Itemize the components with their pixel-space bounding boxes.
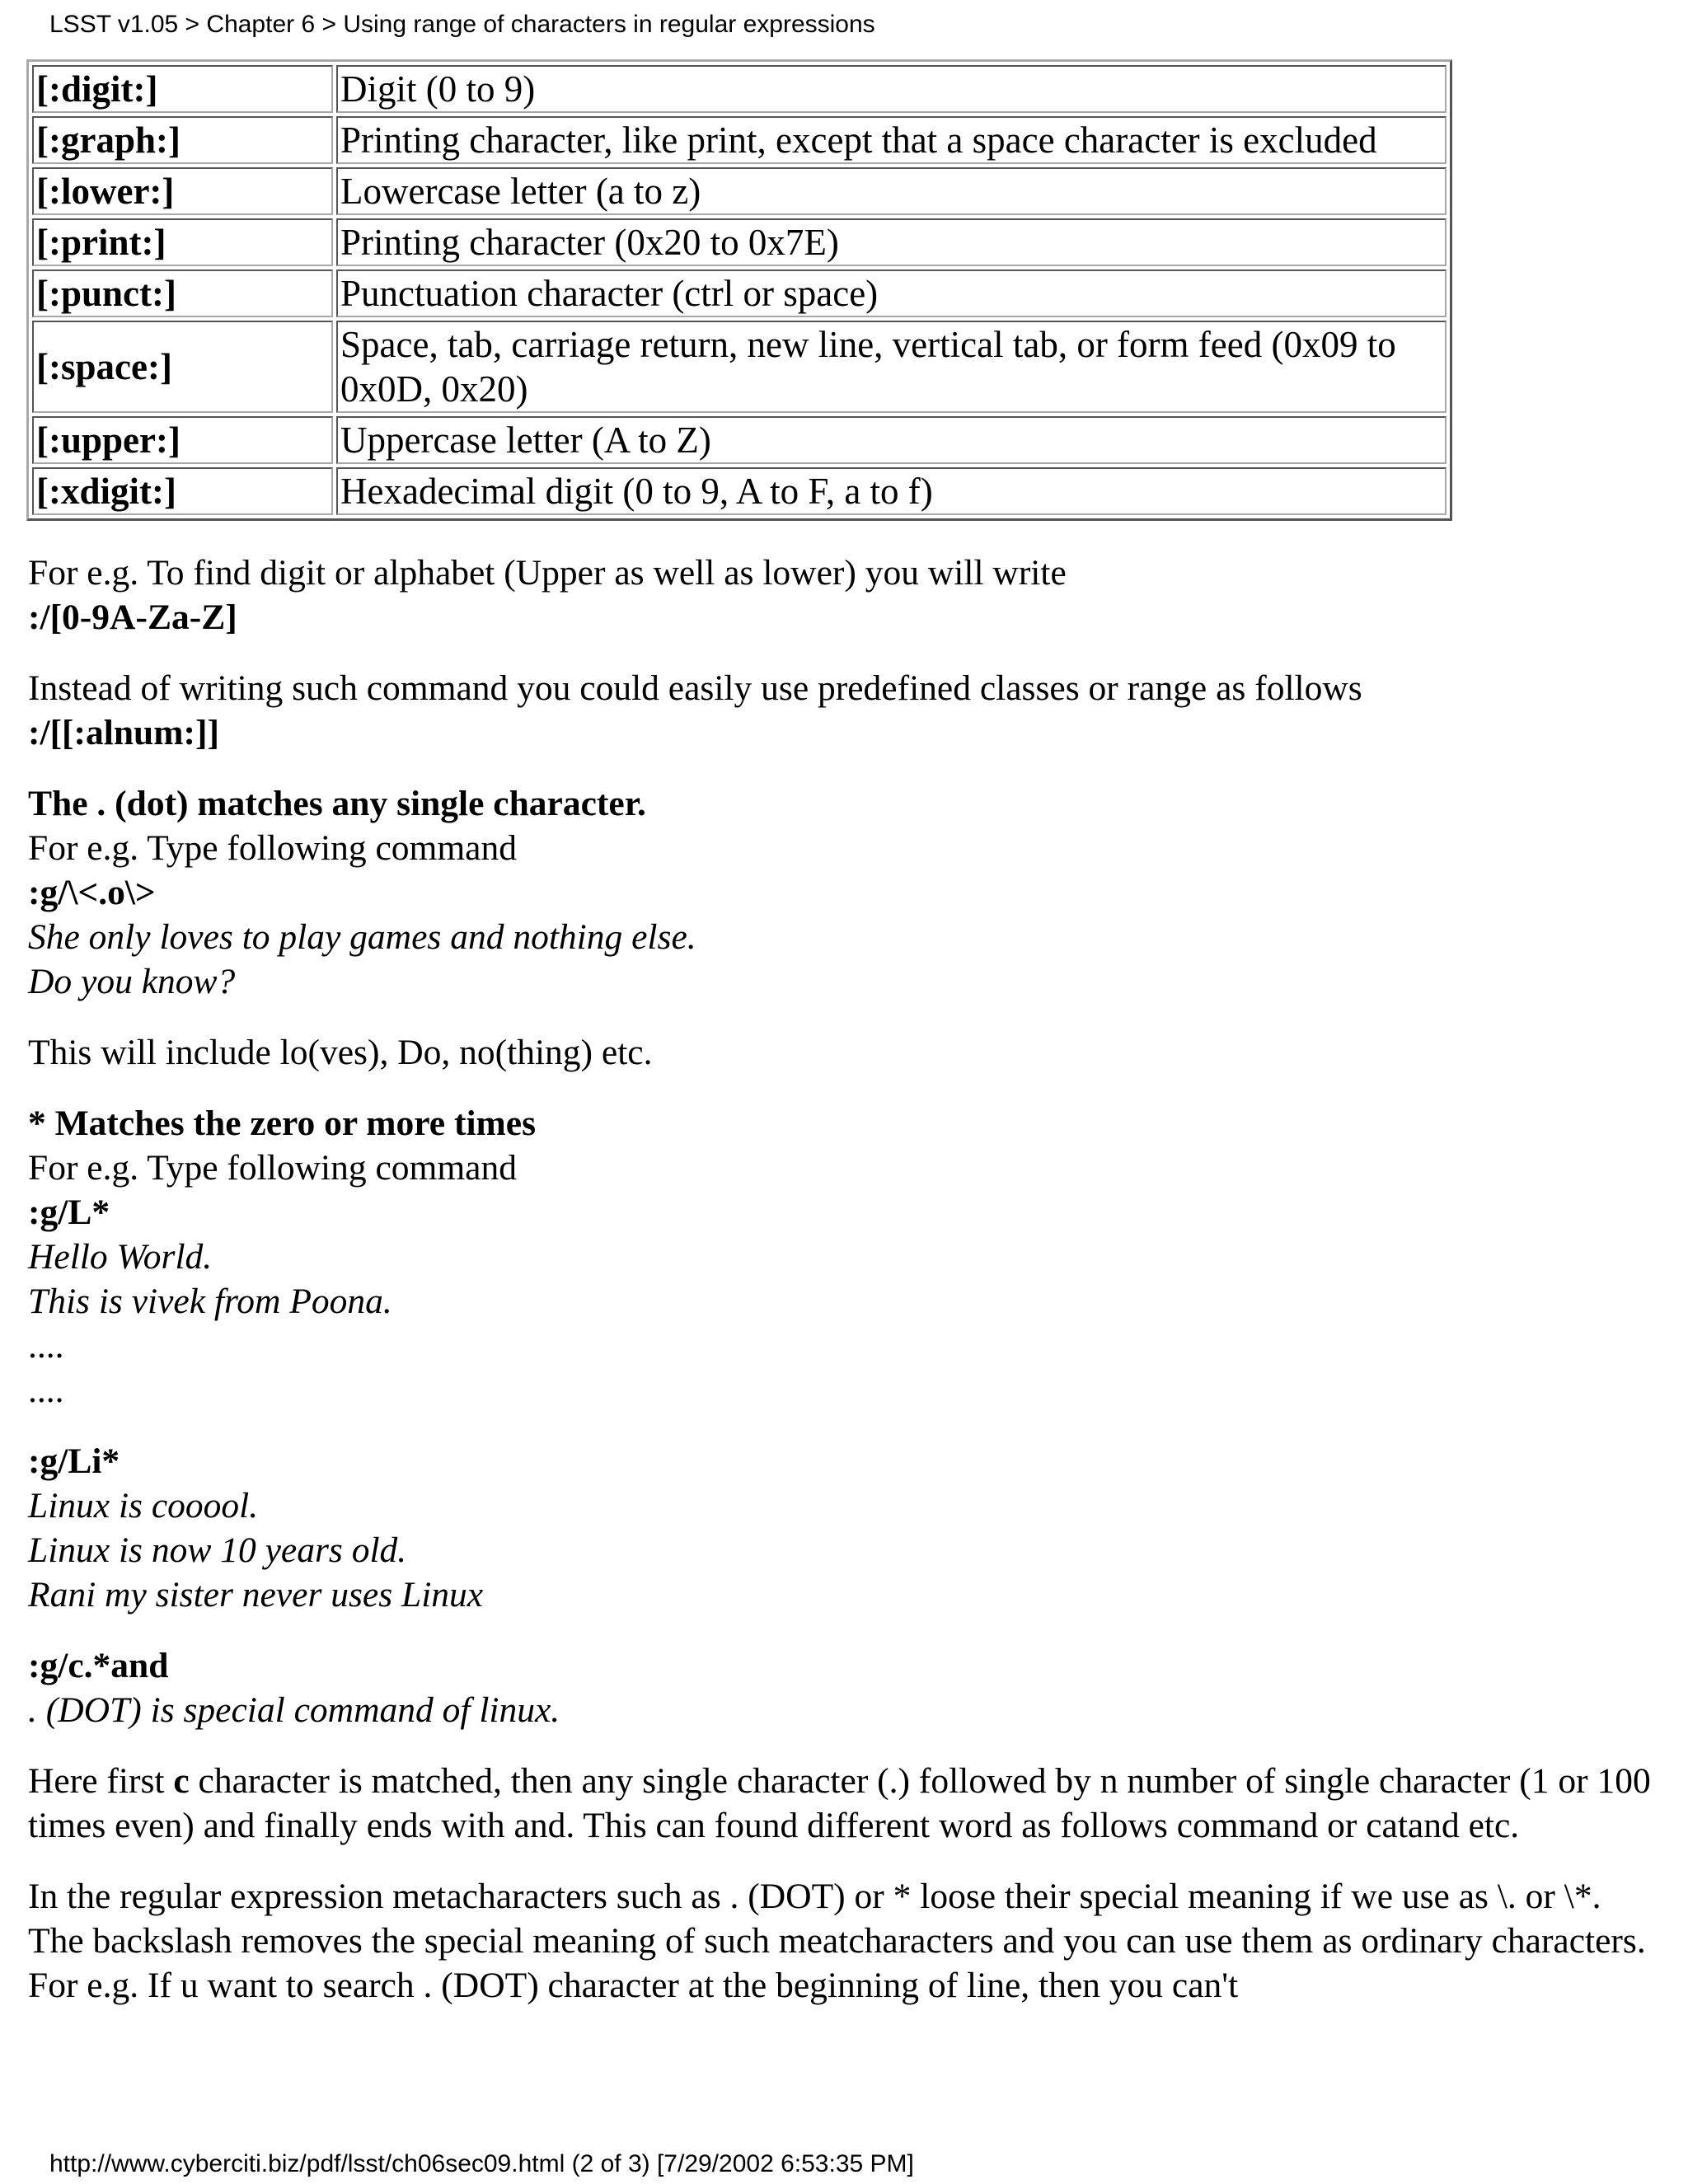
section-heading: The . (dot) matches any single character. <box>28 784 646 823</box>
ellipsis-line: .... <box>28 1326 64 1366</box>
example-output-line: This is vivek from Poona. <box>28 1282 392 1321</box>
paragraph-find-digit <box>28 551 1664 640</box>
section-cand-example <box>28 1643 1664 1732</box>
example-output-line: Linux is cooool. <box>28 1486 259 1526</box>
paragraph-explanation <box>28 1759 1664 1848</box>
table-row <box>32 116 1447 164</box>
document-content <box>28 59 1664 2034</box>
character-class-table <box>26 59 1452 521</box>
command-example: :g/c.*and <box>28 1646 169 1685</box>
paragraph-text: Here first <box>28 1761 174 1801</box>
paragraph-text: For e.g. Type following command <box>28 828 517 868</box>
paragraph-text: In the regular expression metacharacters such as . (DOT) or * loose their special meaning if we use as \. or \*. The backslash removes the special meaning of such meatcharacters and you can use them as ordinary characters. For e.g. If u want to search . (DOT) character at the beginning of line, then you can't <box>28 1877 1646 2005</box>
command-example: :g/Li* <box>28 1441 120 1481</box>
class-description-cell: Uppercase letter (A to Z) <box>336 416 1447 464</box>
class-description-cell: Printing character, like print, except that a space character is excluded <box>336 116 1447 164</box>
command-example: :g/\<.o\> <box>28 873 156 912</box>
ellipsis-line: .... <box>28 1371 64 1410</box>
class-description-cell: Hexadecimal digit (0 to 9, A to F, a to f) <box>336 467 1447 515</box>
class-description-cell: Printing character (0x20 to 0x7E) <box>336 218 1447 266</box>
example-output-line: Linux is now 10 years old. <box>28 1530 407 1570</box>
paragraph-text: Instead of writing such command you could easily use predefined classes or range as follows <box>28 668 1362 708</box>
section-heading: * Matches the zero or more times <box>28 1104 537 1143</box>
table-row <box>32 467 1447 515</box>
table-row <box>32 167 1447 215</box>
class-name-cell: [:upper:] <box>32 416 333 464</box>
command-example: :g/L* <box>28 1193 110 1232</box>
example-output-line: She only loves to play games and nothing else. <box>28 917 696 957</box>
command-example: :/[0-9A-Za-Z] <box>28 598 237 637</box>
class-name-cell: [:xdigit:] <box>32 467 333 515</box>
example-output-line: . (DOT) is special command of linux. <box>28 1690 560 1730</box>
class-name-cell: [:print:] <box>32 218 333 266</box>
paragraph-dot-note <box>28 1030 1664 1075</box>
page-footer-url: http://www.cyberciti.biz/pdf/lsst/ch06sec09.html (2 of 3) [7/29/2002 6:53:35 PM] <box>49 2150 914 2177</box>
bold-character: c <box>173 1761 190 1801</box>
table-row <box>32 269 1447 317</box>
paragraph-text: For e.g. To find digit or alphabet (Upper as well as lower) you will write <box>28 553 1067 593</box>
command-example: :/[[:alnum:]] <box>28 713 219 752</box>
class-name-cell: [:lower:] <box>32 167 333 215</box>
table-row <box>32 321 1447 413</box>
section-star <box>28 1101 1664 1413</box>
class-name-cell: [:punct:] <box>32 269 333 317</box>
paragraph-predefined-classes <box>28 666 1664 755</box>
class-description-cell: Space, tab, carriage return, new line, vertical tab, or form feed (0x09 to 0x0D, 0x20) <box>336 321 1447 413</box>
page-header-breadcrumb: LSST v1.05 > Chapter 6 > Using range of characters in regular expressions <box>49 11 875 38</box>
table-row <box>32 218 1447 266</box>
paragraph-text: character is matched, then any single character (.) followed by n number of single character (1 or 100 times even) and finally ends with and. This can found different word as follows command or catand etc. <box>28 1761 1651 1845</box>
table-row <box>32 416 1447 464</box>
class-name-cell: [:graph:] <box>32 116 333 164</box>
paragraph-text: For e.g. Type following command <box>28 1148 517 1188</box>
paragraph-text: This will include lo(ves), Do, no(thing) etc. <box>28 1033 653 1072</box>
example-output-line: Hello World. <box>28 1237 213 1277</box>
class-description-cell: Digit (0 to 9) <box>336 65 1447 113</box>
paragraph-metacharacters <box>28 1874 1664 2008</box>
section-li-example <box>28 1439 1664 1617</box>
example-output-line: Do you know? <box>28 962 236 1001</box>
table-row <box>32 65 1447 113</box>
class-description-cell: Punctuation character (ctrl or space) <box>336 269 1447 317</box>
class-name-cell: [:space:] <box>32 321 333 413</box>
example-output-line: Rani my sister never uses Linux <box>28 1575 484 1615</box>
class-description-cell: Lowercase letter (a to z) <box>336 167 1447 215</box>
section-dot <box>28 781 1664 1004</box>
class-name-cell: [:digit:] <box>32 65 333 113</box>
